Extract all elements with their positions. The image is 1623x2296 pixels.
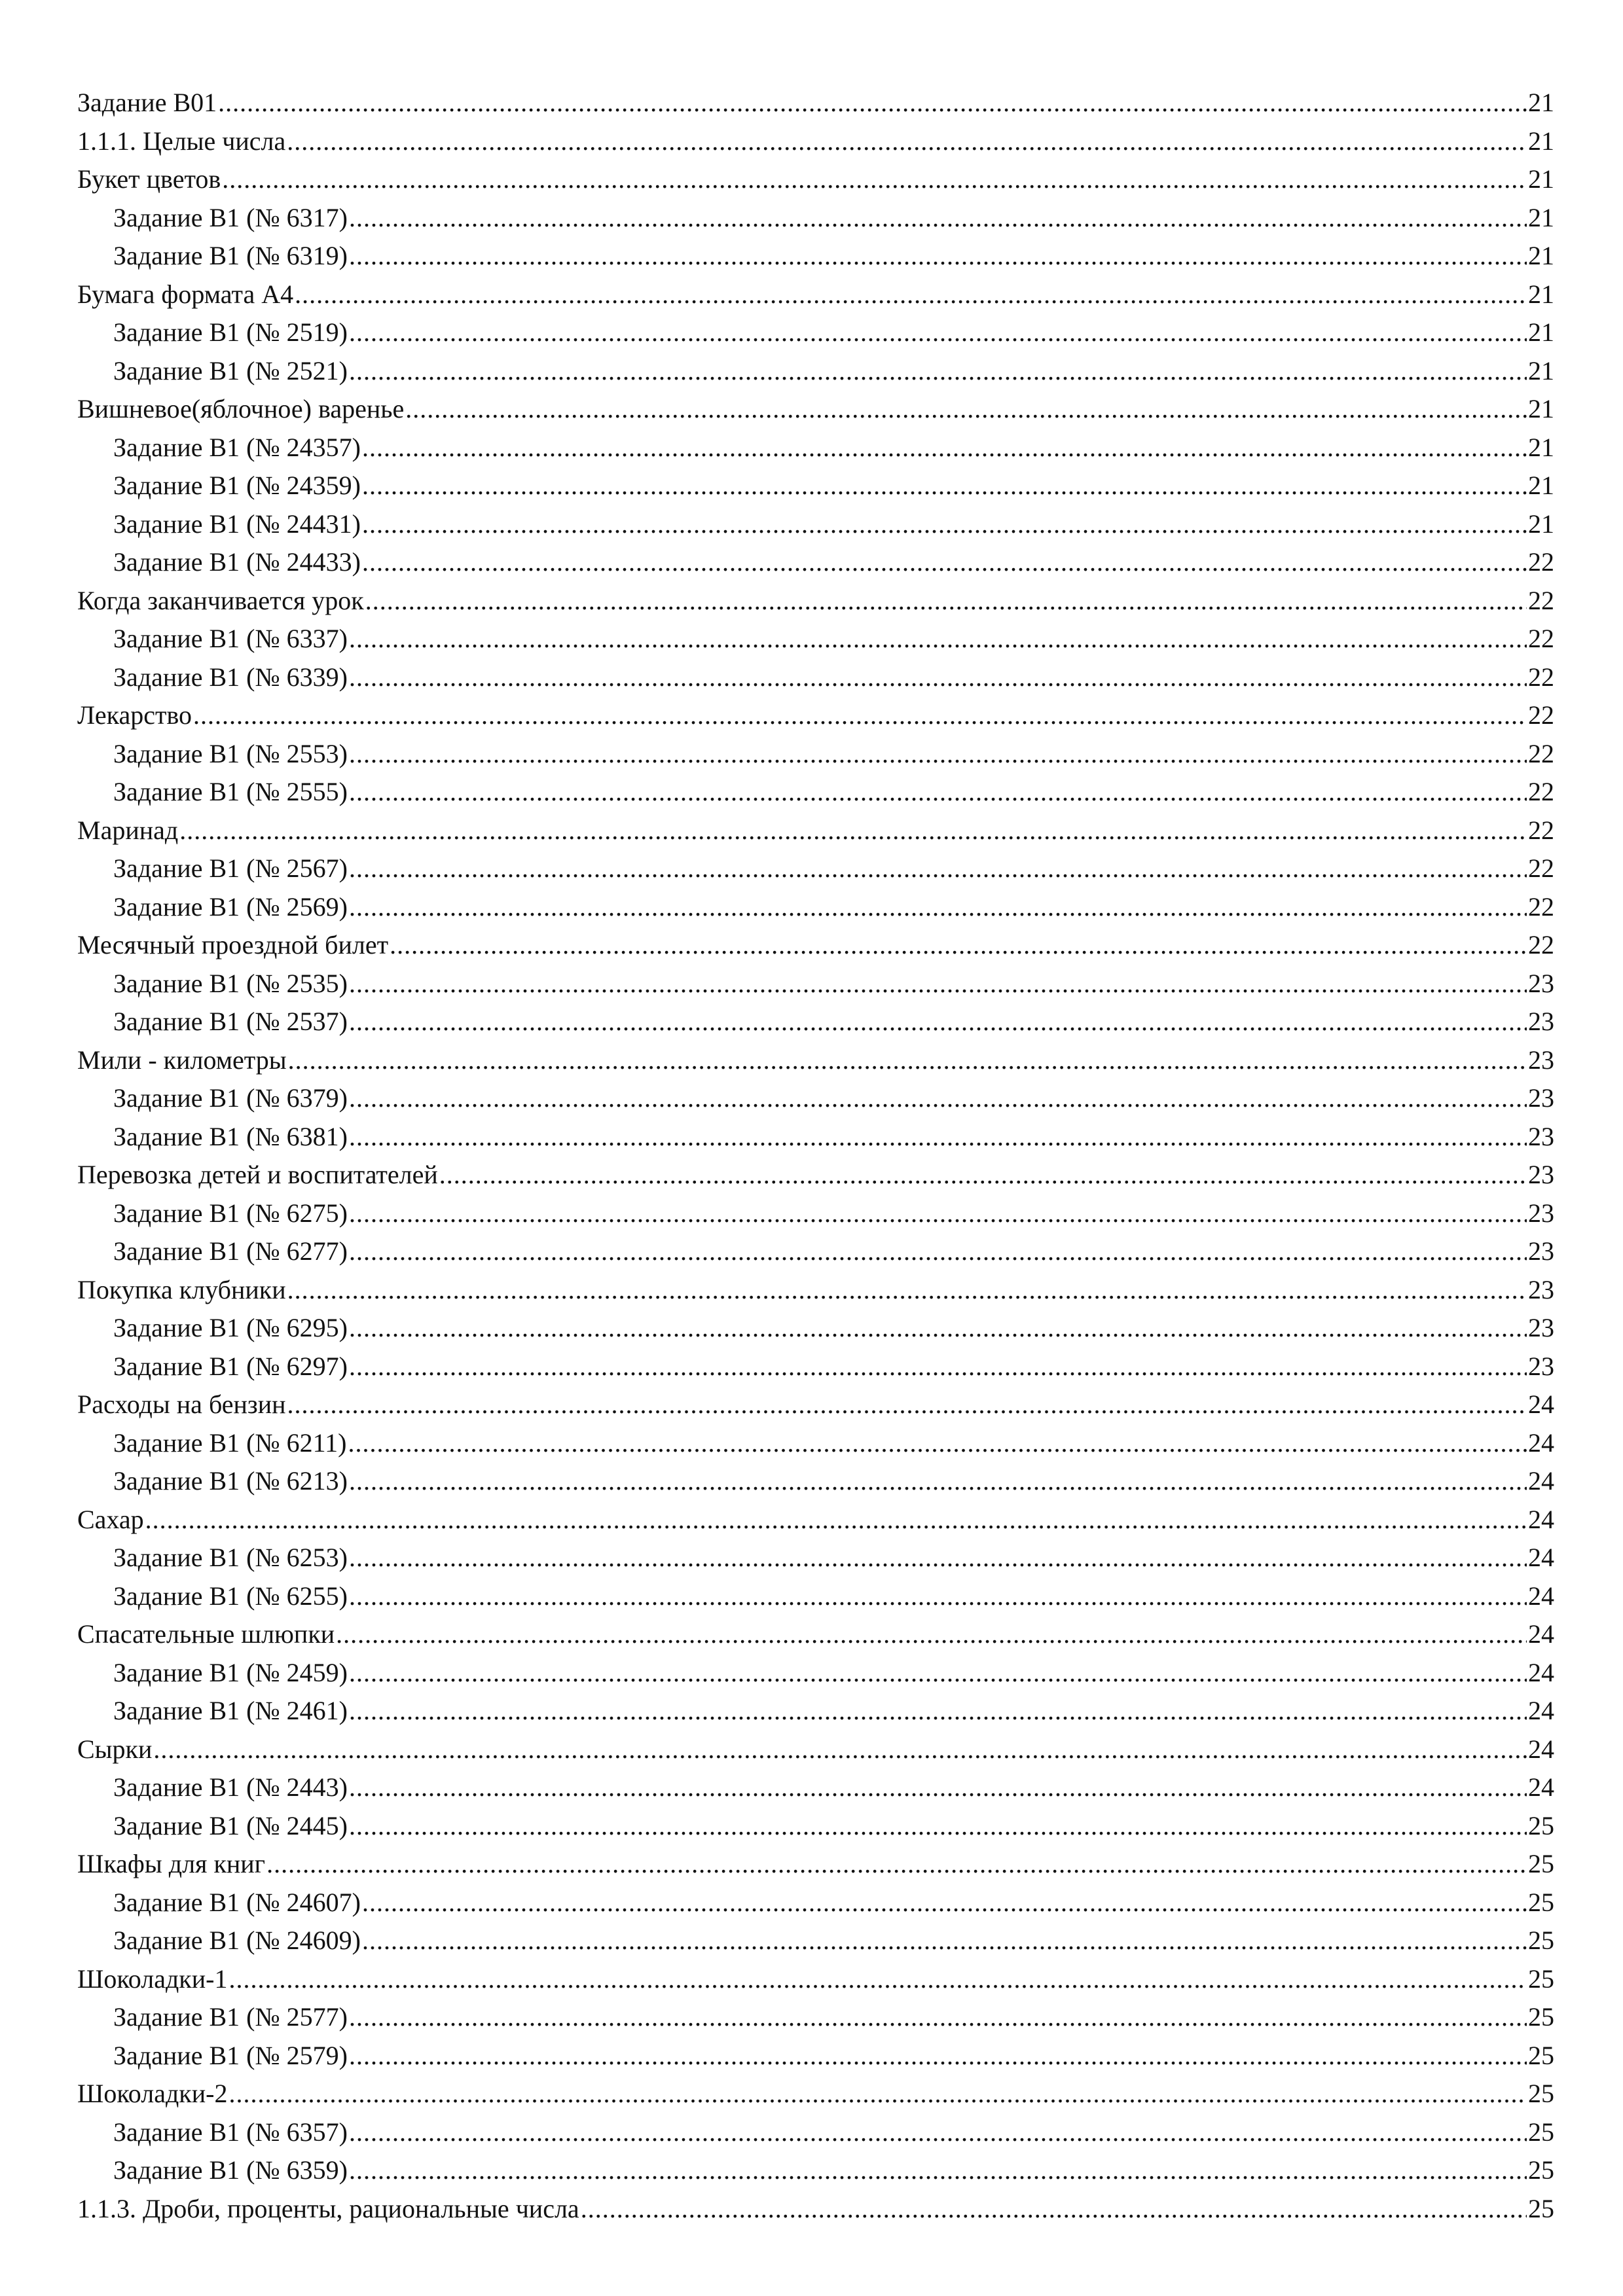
toc-entry-title[interactable]: Задание B1 (№ 2537) bbox=[113, 1007, 348, 1036]
toc-dot-leader bbox=[349, 1232, 1527, 1271]
toc-entry[interactable] bbox=[77, 1768, 1554, 1807]
toc-entry[interactable] bbox=[77, 1462, 1554, 1501]
toc-entry-title[interactable]: 1.1.3. Дроби, проценты, рациональные числа bbox=[77, 2193, 579, 2223]
toc-page-number[interactable]: 21 bbox=[1528, 164, 1554, 194]
toc-dot-leader bbox=[287, 122, 1527, 161]
toc-entry-title[interactable]: Покупка клубники bbox=[77, 1274, 286, 1304]
toc-dot-leader bbox=[349, 888, 1527, 927]
toc-page-number[interactable]: 22 bbox=[1528, 891, 1554, 922]
toc-page-number[interactable]: 24 bbox=[1528, 1657, 1554, 1687]
toc-dot-leader bbox=[349, 1003, 1527, 1041]
toc-entry-title[interactable]: Лекарство bbox=[77, 700, 192, 730]
toc-entry-title[interactable]: Задание B1 (№ 6253) bbox=[113, 1543, 348, 1572]
toc-page-number[interactable]: 21 bbox=[1528, 471, 1554, 500]
toc-entry-title[interactable]: Задание B1 (№ 24431) bbox=[113, 509, 361, 539]
toc-dot-leader bbox=[405, 390, 1527, 429]
toc-entry[interactable] bbox=[77, 1003, 1554, 1041]
toc-entry[interactable] bbox=[77, 237, 1554, 276]
toc-entry[interactable] bbox=[77, 1654, 1554, 1693]
toc-entry-title[interactable]: Перевозка детей и воспитателей bbox=[77, 1160, 438, 1189]
toc-page-number[interactable]: 22 bbox=[1528, 547, 1554, 577]
toc-page-number[interactable]: 25 bbox=[1528, 2193, 1554, 2223]
toc-entry[interactable] bbox=[77, 429, 1554, 467]
toc-dot-leader bbox=[349, 1998, 1527, 2037]
toc-dot-leader bbox=[349, 352, 1527, 391]
toc-entry[interactable] bbox=[77, 888, 1554, 927]
toc-page-number[interactable]: 21 bbox=[1528, 355, 1554, 386]
toc-entry[interactable] bbox=[77, 658, 1554, 697]
toc-page-number[interactable]: 24 bbox=[1528, 1581, 1554, 1611]
toc-page-number[interactable]: 22 bbox=[1528, 700, 1554, 730]
toc-dot-leader bbox=[349, 2037, 1527, 2075]
toc-entry-title[interactable]: Задание B1 (№ 6255) bbox=[113, 1581, 348, 1611]
toc-entry-title[interactable]: Задание B1 (№ 6211) bbox=[113, 1427, 347, 1458]
toc-entry-title[interactable]: Мили - километры bbox=[77, 1045, 287, 1075]
toc-page-number[interactable]: 22 bbox=[1528, 585, 1554, 615]
toc-entry[interactable] bbox=[77, 2075, 1554, 2113]
toc-entry[interactable] bbox=[77, 1156, 1554, 1194]
toc-entry[interactable] bbox=[77, 1194, 1554, 1233]
toc-entry[interactable] bbox=[77, 1845, 1554, 1884]
toc-page-number[interactable]: 24 bbox=[1528, 1772, 1554, 1802]
toc-page-number[interactable]: 23 bbox=[1528, 1121, 1554, 1151]
toc-page-number[interactable]: 24 bbox=[1528, 1390, 1554, 1419]
toc-page-number[interactable]: 25 bbox=[1528, 2002, 1554, 2032]
toc-dot-leader bbox=[349, 1348, 1527, 1386]
toc-dot-leader bbox=[349, 199, 1527, 238]
toc-dot-leader bbox=[349, 2151, 1527, 2190]
toc-entry[interactable] bbox=[77, 1615, 1554, 1654]
toc-entry-title[interactable]: Сахар bbox=[77, 1504, 144, 1534]
toc-entry[interactable] bbox=[77, 582, 1554, 620]
toc-entry[interactable] bbox=[77, 1692, 1554, 1731]
toc-entry-title[interactable]: Маринад bbox=[77, 815, 179, 845]
toc-entry[interactable] bbox=[77, 543, 1554, 582]
toc-dot-leader bbox=[145, 1501, 1527, 1539]
toc-entry-title[interactable]: 1.1.1. Целые числа bbox=[77, 126, 286, 156]
toc-entry[interactable] bbox=[77, 2037, 1554, 2075]
toc-entry-title[interactable]: Задание B1 (№ 6317) bbox=[113, 202, 348, 232]
toc-page-number[interactable]: 23 bbox=[1528, 968, 1554, 998]
toc-dot-leader bbox=[349, 1079, 1527, 1118]
toc-entry[interactable] bbox=[77, 735, 1554, 774]
toc-page-number[interactable]: 22 bbox=[1528, 624, 1554, 653]
toc-entry[interactable] bbox=[77, 1807, 1554, 1846]
toc-dot-leader bbox=[362, 543, 1527, 582]
toc-entry[interactable] bbox=[77, 2190, 1554, 2229]
toc-dot-leader bbox=[153, 1731, 1527, 1769]
toc-dot-leader bbox=[288, 1041, 1527, 1080]
toc-page-number[interactable]: 25 bbox=[1528, 1887, 1554, 1917]
toc-entry-title[interactable]: Задание B1 (№ 6295) bbox=[113, 1313, 348, 1342]
toc-entry-title[interactable]: Задание B1 (№ 2553) bbox=[113, 738, 348, 768]
toc-entry[interactable] bbox=[77, 773, 1554, 812]
toc-page-number[interactable]: 22 bbox=[1528, 777, 1554, 806]
toc-dot-leader bbox=[349, 237, 1527, 276]
toc-entry-title[interactable]: Шоколадки-2 bbox=[77, 2079, 228, 2108]
toc-dot-leader bbox=[349, 658, 1527, 697]
toc-entry-title[interactable]: Задание B1 (№ 6357) bbox=[113, 2117, 348, 2147]
toc-page-number[interactable]: 22 bbox=[1528, 930, 1554, 960]
toc-dot-leader bbox=[349, 735, 1527, 774]
toc-entry[interactable] bbox=[77, 84, 1554, 122]
toc-dot-leader bbox=[349, 850, 1527, 888]
toc-dot-leader bbox=[179, 812, 1527, 850]
toc-entry-title[interactable]: Задание B01 bbox=[77, 88, 217, 117]
toc-entry-title[interactable]: Задание B1 (№ 2569) bbox=[113, 891, 348, 922]
toc-page-number[interactable]: 24 bbox=[1528, 1543, 1554, 1572]
toc-entry[interactable] bbox=[77, 1118, 1554, 1157]
toc-dot-leader bbox=[349, 1692, 1527, 1731]
toc-dot-leader bbox=[349, 620, 1527, 658]
toc-entry[interactable] bbox=[77, 812, 1554, 850]
toc-page-number[interactable]: 24 bbox=[1528, 1466, 1554, 1496]
toc-page-number[interactable]: 21 bbox=[1528, 394, 1554, 423]
toc-dot-leader bbox=[349, 1577, 1527, 1616]
toc-entry[interactable] bbox=[77, 1348, 1554, 1386]
toc-page-number[interactable]: 22 bbox=[1528, 662, 1554, 692]
toc-page-number[interactable]: 22 bbox=[1528, 815, 1554, 845]
toc-entry-title[interactable]: Задание B1 (№ 2521) bbox=[113, 355, 348, 386]
toc-dot-leader bbox=[390, 926, 1527, 965]
toc-page-number[interactable]: 21 bbox=[1528, 279, 1554, 309]
toc-dot-leader bbox=[439, 1156, 1527, 1194]
toc-entry-title[interactable]: Задание B1 (№ 6359) bbox=[113, 2155, 348, 2185]
toc-entry[interactable] bbox=[77, 1271, 1554, 1310]
toc-page-number[interactable]: 25 bbox=[1528, 2117, 1554, 2147]
toc-dot-leader bbox=[362, 429, 1527, 467]
toc-entry[interactable] bbox=[77, 1501, 1554, 1539]
toc-page-number[interactable]: 25 bbox=[1528, 2155, 1554, 2185]
toc-page-number[interactable]: 21 bbox=[1528, 241, 1554, 270]
toc-dot-leader bbox=[349, 773, 1527, 812]
toc-entry[interactable] bbox=[77, 1232, 1554, 1271]
toc-page-number[interactable]: 23 bbox=[1528, 1274, 1554, 1304]
toc-entry-title[interactable]: Месячный проездной билет bbox=[77, 930, 389, 960]
toc-entry[interactable] bbox=[77, 352, 1554, 391]
toc-entry-title[interactable]: Шкафы для книг bbox=[77, 1849, 266, 1878]
toc-dot-leader bbox=[349, 2113, 1527, 2152]
toc-entry-title[interactable]: Задание B1 (№ 2459) bbox=[113, 1657, 348, 1687]
toc-dot-leader bbox=[348, 1424, 1527, 1463]
toc-page-number[interactable]: 23 bbox=[1528, 1313, 1554, 1342]
toc-entry-title[interactable]: Задание B1 (№ 2577) bbox=[113, 2002, 348, 2032]
toc-page-number[interactable]: 23 bbox=[1528, 1351, 1554, 1381]
toc-entry[interactable] bbox=[77, 2151, 1554, 2190]
toc-dot-leader bbox=[349, 1194, 1527, 1233]
toc-entry-title[interactable]: Задание B1 (№ 6213) bbox=[113, 1466, 348, 1496]
toc-dot-leader bbox=[349, 314, 1527, 352]
toc-dot-leader bbox=[365, 582, 1527, 620]
toc-entry-title[interactable]: Задание B1 (№ 6337) bbox=[113, 624, 348, 653]
toc-entry-title[interactable]: Задание B1 (№ 6277) bbox=[113, 1236, 348, 1266]
toc-entry-title[interactable]: Задание B1 (№ 2535) bbox=[113, 968, 348, 998]
toc-entry-title[interactable]: Задание B1 (№ 24357) bbox=[113, 432, 361, 462]
toc-page-number[interactable]: 25 bbox=[1528, 1849, 1554, 1878]
toc-entry-title[interactable]: Задание B1 (№ 2519) bbox=[113, 317, 348, 347]
toc-entry[interactable] bbox=[77, 1539, 1554, 1577]
toc-entry-title[interactable]: Задание B1 (№ 2555) bbox=[113, 777, 348, 806]
toc-dot-leader bbox=[228, 2075, 1527, 2113]
toc-page-number[interactable]: 21 bbox=[1528, 317, 1554, 347]
toc-page-number[interactable]: 24 bbox=[1528, 1427, 1554, 1458]
toc-dot-leader bbox=[349, 1807, 1527, 1846]
toc-entry-title[interactable]: Задание B1 (№ 6381) bbox=[113, 1121, 348, 1151]
toc-dot-leader bbox=[349, 1462, 1527, 1501]
toc-entry-title[interactable]: Задание B1 (№ 6319) bbox=[113, 241, 348, 270]
toc-page-number[interactable]: 23 bbox=[1528, 1160, 1554, 1189]
toc-page-number[interactable]: 21 bbox=[1528, 432, 1554, 462]
toc-entry-title[interactable]: Задание B1 (№ 2461) bbox=[113, 1696, 348, 1725]
toc-entry-title[interactable]: Вишневое(яблочное) варенье bbox=[77, 394, 405, 423]
toc-page-number[interactable]: 21 bbox=[1528, 126, 1554, 156]
toc-page-number[interactable]: 25 bbox=[1528, 2040, 1554, 2070]
toc-entry-title[interactable]: Задание B1 (№ 24359) bbox=[113, 471, 361, 500]
toc-entry-title[interactable]: Шоколадки-1 bbox=[77, 1964, 228, 1994]
toc-page-number[interactable]: 24 bbox=[1528, 1734, 1554, 1764]
toc-entry-title[interactable]: Расходы на бензин bbox=[77, 1390, 286, 1419]
toc-dot-leader bbox=[581, 2190, 1527, 2229]
toc-page-number[interactable]: 24 bbox=[1528, 1619, 1554, 1649]
toc-entry[interactable] bbox=[77, 965, 1554, 1003]
toc-entry[interactable] bbox=[77, 160, 1554, 199]
toc-page-number[interactable]: 25 bbox=[1528, 2079, 1554, 2108]
toc-entry[interactable] bbox=[77, 620, 1554, 658]
toc-page-number[interactable]: 25 bbox=[1528, 1964, 1554, 1994]
toc-entry-title[interactable]: Задание B1 (№ 24433) bbox=[113, 547, 361, 577]
toc-entry-title[interactable]: Бумага формата А4 bbox=[77, 279, 294, 309]
toc-entry[interactable] bbox=[77, 276, 1554, 314]
toc-dot-leader bbox=[349, 1654, 1527, 1693]
toc-dot-leader bbox=[349, 1118, 1527, 1157]
toc-entry[interactable] bbox=[77, 1309, 1554, 1348]
toc-entry[interactable] bbox=[77, 696, 1554, 735]
toc-page-number[interactable]: 23 bbox=[1528, 1236, 1554, 1266]
toc-entry-title[interactable]: Букет цветов bbox=[77, 164, 221, 194]
toc-entry[interactable] bbox=[77, 926, 1554, 965]
toc-entry-title[interactable]: Задание B1 (№ 24609) bbox=[113, 1926, 361, 1955]
toc-dot-leader bbox=[349, 1309, 1527, 1348]
toc-dot-leader bbox=[362, 467, 1527, 505]
toc-entry-title[interactable]: Задание B1 (№ 2443) bbox=[113, 1772, 348, 1802]
toc-dot-leader bbox=[295, 276, 1527, 314]
toc-entry[interactable] bbox=[77, 467, 1554, 505]
toc-entry-title[interactable]: Задание B1 (№ 6379) bbox=[113, 1083, 348, 1113]
toc-entry[interactable] bbox=[77, 1041, 1554, 1080]
toc-dot-leader bbox=[362, 1884, 1527, 1922]
toc-entry[interactable] bbox=[77, 505, 1554, 544]
toc-page-number[interactable]: 22 bbox=[1528, 853, 1554, 883]
toc-entry[interactable] bbox=[77, 2113, 1554, 2152]
toc-page-number[interactable]: 24 bbox=[1528, 1696, 1554, 1725]
toc-entry[interactable] bbox=[77, 1922, 1554, 1960]
toc-entry[interactable] bbox=[77, 1577, 1554, 1616]
toc-entry[interactable] bbox=[77, 314, 1554, 352]
toc-dot-leader bbox=[287, 1271, 1527, 1310]
toc-entry[interactable] bbox=[77, 199, 1554, 238]
toc-dot-leader bbox=[228, 1960, 1527, 1999]
toc-entry-title[interactable]: Задание B1 (№ 6339) bbox=[113, 662, 348, 692]
toc-dot-leader bbox=[336, 1615, 1527, 1654]
toc-dot-leader bbox=[287, 1386, 1527, 1424]
table-of-contents bbox=[77, 84, 1554, 2228]
toc-page-number[interactable]: 22 bbox=[1528, 738, 1554, 768]
toc-entry-title[interactable]: Задание B1 (№ 6275) bbox=[113, 1198, 348, 1228]
toc-entry[interactable] bbox=[77, 390, 1554, 429]
toc-entry[interactable] bbox=[77, 1731, 1554, 1769]
toc-entry-title[interactable]: Сырки bbox=[77, 1734, 153, 1764]
toc-page-number[interactable]: 21 bbox=[1528, 88, 1554, 117]
toc-page-number[interactable]: 23 bbox=[1528, 1083, 1554, 1113]
toc-entry-title[interactable]: Задание B1 (№ 2445) bbox=[113, 1810, 348, 1840]
toc-dot-leader bbox=[349, 965, 1527, 1003]
toc-dot-leader bbox=[362, 505, 1527, 544]
toc-page-number[interactable]: 21 bbox=[1528, 509, 1554, 539]
toc-dot-leader bbox=[218, 84, 1527, 122]
toc-dot-leader bbox=[266, 1845, 1527, 1884]
toc-entry[interactable] bbox=[77, 1386, 1554, 1424]
toc-page-number[interactable]: 21 bbox=[1528, 202, 1554, 232]
toc-entry-title[interactable]: Задание B1 (№ 2579) bbox=[113, 2040, 348, 2070]
toc-page-number[interactable]: 25 bbox=[1528, 1926, 1554, 1955]
toc-entry-title[interactable]: Задание B1 (№ 6297) bbox=[113, 1351, 348, 1381]
toc-entry[interactable] bbox=[77, 1998, 1554, 2037]
toc-dot-leader bbox=[349, 1768, 1527, 1807]
toc-page-number[interactable]: 23 bbox=[1528, 1198, 1554, 1228]
toc-entry[interactable] bbox=[77, 850, 1554, 888]
toc-dot-leader bbox=[362, 1922, 1527, 1960]
toc-dot-leader bbox=[349, 1539, 1527, 1577]
toc-page-number[interactable]: 25 bbox=[1528, 1810, 1554, 1840]
toc-page-number[interactable]: 23 bbox=[1528, 1007, 1554, 1036]
toc-entry-title[interactable]: Спасательные шлюпки bbox=[77, 1619, 335, 1649]
toc-entry[interactable] bbox=[77, 1079, 1554, 1118]
toc-page-number[interactable]: 24 bbox=[1528, 1504, 1554, 1534]
toc-entry[interactable] bbox=[77, 122, 1554, 161]
toc-entry-title[interactable]: Когда заканчивается урок bbox=[77, 585, 364, 615]
toc-entry-title[interactable]: Задание B1 (№ 24607) bbox=[113, 1887, 361, 1917]
toc-page-number[interactable]: 23 bbox=[1528, 1045, 1554, 1075]
toc-dot-leader bbox=[222, 160, 1527, 199]
toc-entry[interactable] bbox=[77, 1960, 1554, 1999]
toc-entry-title[interactable]: Задание B1 (№ 2567) bbox=[113, 853, 348, 883]
toc-dot-leader bbox=[193, 696, 1527, 735]
toc-entry[interactable] bbox=[77, 1424, 1554, 1463]
toc-entry[interactable] bbox=[77, 1884, 1554, 1922]
